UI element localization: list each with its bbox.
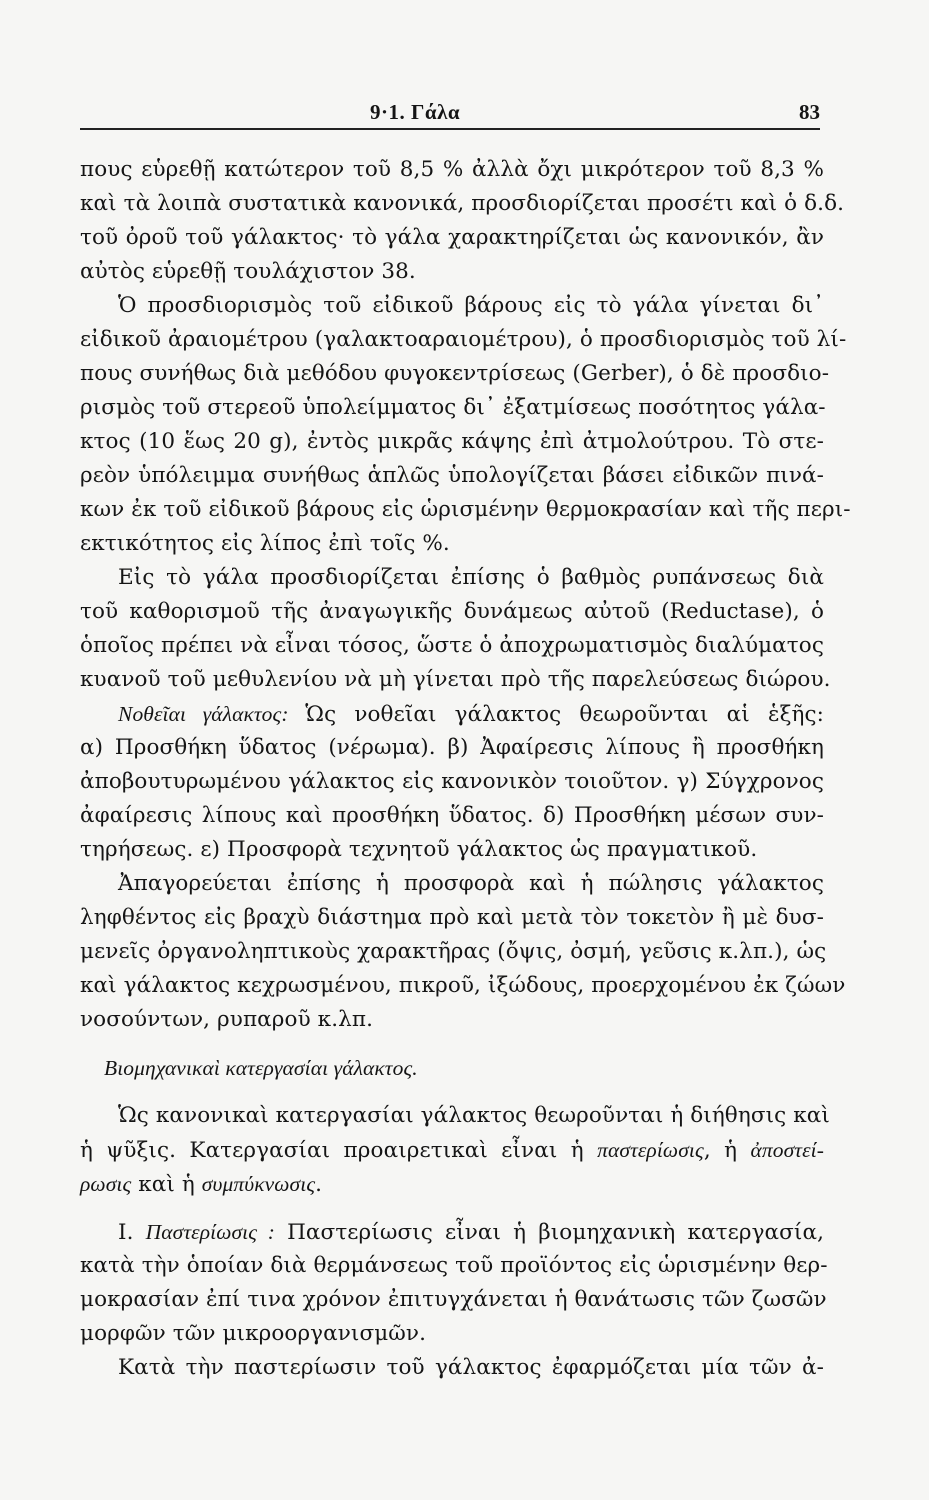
text-line: καὶ γάλακτος κεχρωσμένου, πικροῦ, ἰξώδους, προερχομένου ἐκ ζώων bbox=[80, 973, 846, 998]
text-line: κων ἐκ τοῦ εἰδικοῦ βάρους εἰς ὡρισμένην θερμοκρασίαν καὶ τῆς περι- bbox=[80, 497, 851, 522]
term-condensation: συμπύκνωσις bbox=[201, 1172, 316, 1196]
paragraph-start: Κατὰ τὴν παστερίωσιν τοῦ γάλακτος ἐφαρμόζεται μία τῶν ἀ- bbox=[118, 1355, 824, 1380]
paragraph-start: Ἀπαγορεύεται ἐπίσης ἡ προσφορὰ καὶ ἡ πώλησις γάλακτος bbox=[118, 871, 824, 896]
text-line: πους εὑρεθῇ κατώτερον τοῦ 8,5 % ἀλλὰ ὄχι μικρότερον τοῦ 8,3 % bbox=[80, 157, 824, 182]
text-line: αὐτὸς εὑρεθῇ τουλάχιστον 38. bbox=[80, 259, 416, 284]
text-line: τηρήσεως. ε) Προσφορὰ τεχνητοῦ γάλακτος ὡς πραγματικοῦ. bbox=[80, 837, 758, 862]
text-line: ληφθέντος εἰς βραχὺ διάστημα πρὸ καὶ μετὰ τὸν τοκετὸν ἢ μὲ δυσ- bbox=[80, 905, 824, 930]
running-header bbox=[80, 100, 820, 130]
text-segment: Παστερίωσις εἶναι ἡ βιομηχανικὴ κατεργασία, bbox=[274, 1220, 824, 1245]
subsection-title: Παστερίωσις : bbox=[145, 1220, 275, 1244]
text-line: μενεῖς ὀργανοληπτικοὺς χαρακτῆρας (ὄψις, ὀσμή, γεῦσις κ.λπ.), ὡς bbox=[80, 939, 827, 964]
text-line: μορφῶν τῶν μικροοργανισμῶν. bbox=[80, 1321, 427, 1346]
paragraph-start: Ὡς κανονικαὶ κατεργασίαι γάλακτος θεωροῦνται ἡ διήθησις καὶ bbox=[118, 1103, 830, 1128]
term-sterilization: ἀποστεί- bbox=[750, 1138, 824, 1162]
text-line: ἀφαίρεσις λίπους καὶ προσθήκη ὕδατος. δ) Προσθήκη μέσων συν- bbox=[80, 803, 824, 828]
text-line: τοῦ καθορισμοῦ τῆς ἀναγωγικῆς δυνάμεως αὐτοῦ (Reductase), ὁ bbox=[80, 599, 824, 624]
header-rule bbox=[80, 128, 820, 130]
text-line: εκτικότητος εἰς λίπος ἐπὶ τοῖς %. bbox=[80, 531, 450, 556]
text-line bbox=[80, 1133, 824, 1167]
chapter-title: 9·1. Γάλα bbox=[370, 100, 461, 124]
text-line: κτος (10 ἕως 20 g), ἐντὸς μικρᾶς κάψης ἐπὶ ἀτμολούτρου. Τὸ στε- bbox=[80, 429, 824, 454]
text-segment: , ἡ bbox=[703, 1138, 751, 1163]
text-line: πους συνήθως διὰ μεθόδου φυγοκεντρίσεως (Gerber), ὁ δὲ προσδιο- bbox=[80, 361, 830, 386]
inline-heading-adulterations: Νοθεῖαι γάλακτος: bbox=[118, 702, 306, 726]
section-heading-text: Βιομηχανικαὶ κατεργασίαι γάλακτος. bbox=[104, 1056, 418, 1080]
list-numeral: I. bbox=[118, 1220, 146, 1245]
text-line: καὶ τὰ λοιπὰ συστατικὰ κανονικά, προσδιορίζεται προσέτι καὶ ὁ δ.δ. bbox=[80, 191, 845, 216]
text-line: μοκρασίαν ἐπί τινα χρόνον ἐπιτυγχάνεται ἡ θανάτωσις τῶν ζωσῶν bbox=[80, 1287, 827, 1312]
text-line: ἀποβουτυρωμένου γάλακτος εἰς κανονικὸν τοιοῦτον. γ) Σύγχρονος bbox=[80, 769, 824, 794]
text-line: τοῦ ὀροῦ τοῦ γάλακτος· τὸ γάλα χαρακτηρίζεται ὡς κανονικόν, ἂν bbox=[80, 225, 824, 250]
paragraph-start: Εἰς τὸ γάλα προσδιορίζεται ἐπίσης ὁ βαθμὸς ρυπάνσεως διὰ bbox=[118, 565, 824, 590]
body-text bbox=[80, 153, 851, 1385]
term-sterilization-end: ρωσις bbox=[80, 1172, 132, 1196]
text-line: ὁποῖος πρέπει νὰ εἶναι τόσος, ὥστε ὁ ἀποχρωματισμὸς διαλύματος bbox=[80, 633, 824, 658]
text-line: εἰδικοῦ ἀραιομέτρου (γαλακτοαραιομέτρου), ὁ προσδιορισμὸς τοῦ λί- bbox=[80, 327, 847, 352]
text-line: κατὰ τὴν ὁποίαν διὰ θερμάνσεως τοῦ προϊόντος εἰς ὡρισμένην θερ- bbox=[80, 1253, 828, 1278]
text-line: α) Προσθήκη ὕδατος (νέρωμα). β) Ἀφαίρεσις λίπους ἢ προσθήκη bbox=[80, 735, 824, 760]
paragraph-start bbox=[80, 1215, 824, 1249]
text-segment: καὶ ἡ bbox=[131, 1172, 202, 1197]
paragraph-start bbox=[80, 697, 824, 731]
text-line: νοσούντων, ρυπαροῦ κ.λπ. bbox=[80, 1007, 374, 1032]
text-segment: ἡ ψῦξις. Κατεργασίαι προαιρετικαὶ εἶναι ἡ bbox=[80, 1138, 598, 1163]
page-number: 83 bbox=[799, 100, 820, 124]
text-line: ρεὸν ὑπόλειμμα συνήθως ἁπλῶς ὑπολογίζεται βάσει εἰδικῶν πινά- bbox=[80, 463, 824, 488]
text-segment: . bbox=[315, 1172, 323, 1197]
paragraph-start: Ὁ προσδιορισμὸς τοῦ εἰδικοῦ βάρους εἰς τὸ γάλα γίνεται δι᾽ bbox=[118, 293, 824, 318]
text-line: κυανοῦ τοῦ μεθυλενίου νὰ μὴ γίνεται πρὸ τῆς παρελεύσεως διώρου. bbox=[80, 667, 831, 692]
term-pasteurization: παστερίωσις bbox=[597, 1138, 704, 1162]
text-line bbox=[80, 1167, 824, 1201]
text-line: ρισμὸς τοῦ στερεοῦ ὑπολείμματος δι᾽ ἐξατμίσεως ποσότητος γάλα- bbox=[80, 395, 826, 420]
section-heading bbox=[80, 1051, 824, 1085]
text-segment: Ὡς νοθεῖαι γάλακτος θεωροῦνται αἱ ἑξῆς: bbox=[305, 702, 824, 727]
